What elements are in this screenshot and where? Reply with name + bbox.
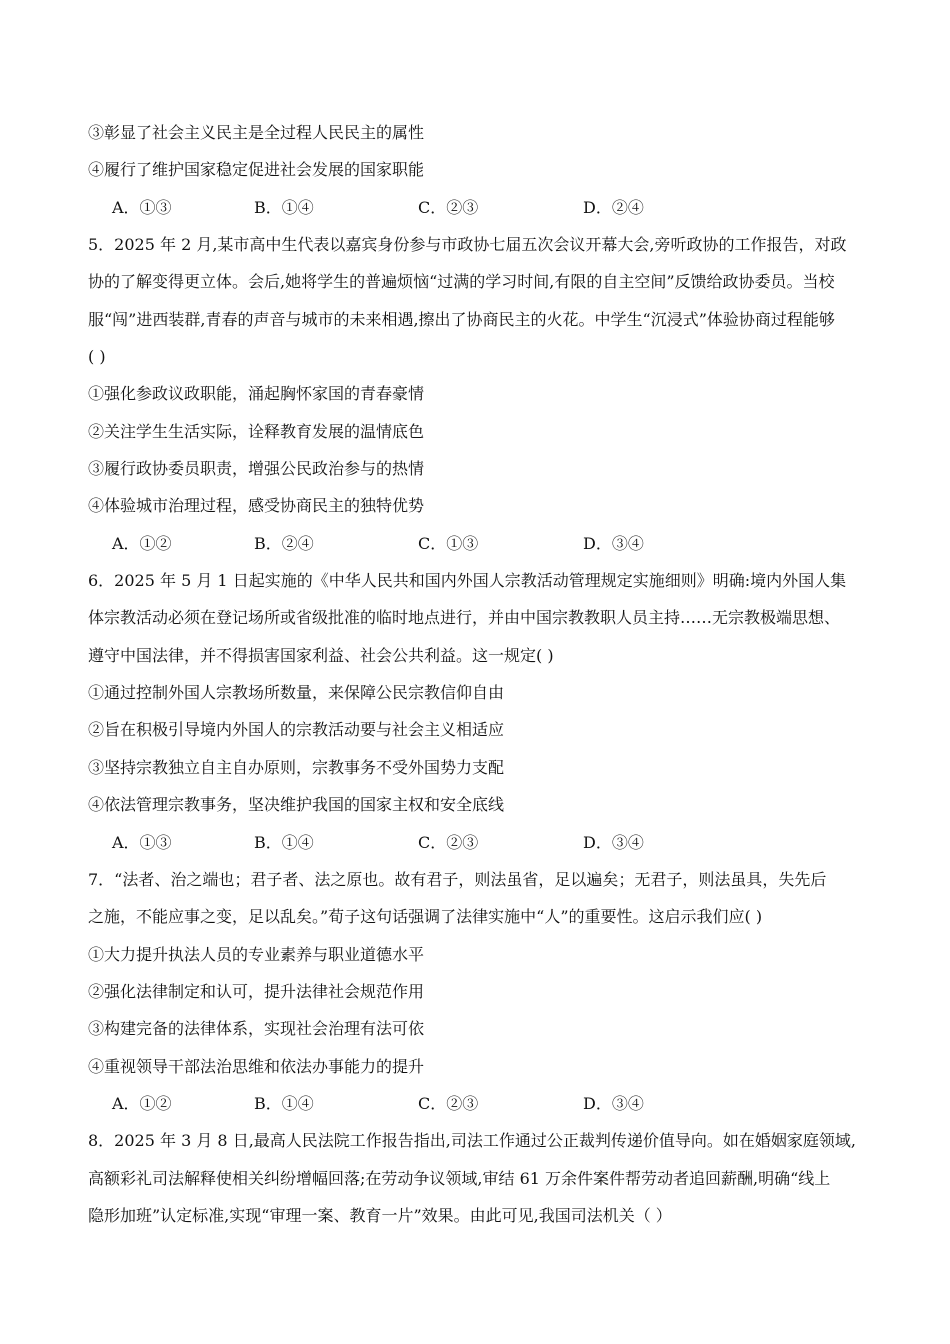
q5-stem-line-1: 5．2025 年 2 月,某市高中生代表以嘉宾身份参与市政协七届五次会议开幕大会,旁听政协的工作报告，对政	[88, 235, 847, 254]
q5-stem-line-4: ( )	[88, 347, 106, 366]
q5-stem-line-3: 服“闯”进西装群,青春的声音与城市的未来相遇,擦出了协商民主的火花。中学生“沉浸式”体验协商过程能够	[88, 310, 835, 329]
q4-choices	[112, 196, 812, 220]
q7-option-3: ③构建完备的法律体系，实现社会治理有法可依	[88, 1019, 425, 1038]
q5-stem-line-2: 协的了解变得更立体。会后,她将学生的普遍烦恼“过满的学习时间,有限的自主空间”反馈给政协委员。当校	[88, 272, 835, 291]
q4-choice-c: C．②③	[418, 198, 479, 217]
q8-stem-line-3: 隐形加班”认定标准,实现“审理一案、教育一片”效果。由此可见,我国司法机关（ ）	[88, 1206, 672, 1225]
q5-choice-d: D．③④	[583, 534, 644, 553]
q6-choice-c: C．②③	[418, 833, 479, 852]
q4-choice-d: D．②④	[583, 198, 644, 217]
q7-choice-b: B．①④	[254, 1094, 314, 1113]
q7-option-2: ②强化法律制定和认可，提升法律社会规范作用	[88, 982, 425, 1001]
q7-choices	[112, 1092, 812, 1116]
q6-option-1: ①通过控制外国人宗教场所数量，来保障公民宗教信仰自由	[88, 683, 505, 702]
q7-choice-a: A．①②	[112, 1094, 172, 1113]
q6-choice-b: B．①④	[254, 833, 314, 852]
q7-option-1: ①大力提升执法人员的专业素养与职业道德水平	[88, 945, 425, 964]
q6-choice-d: D．③④	[583, 833, 644, 852]
q6-option-2: ②旨在积极引导境内外国人的宗教活动要与社会主义相适应	[88, 720, 505, 739]
q4-choice-b: B．①④	[254, 198, 314, 217]
q6-option-3: ③坚持宗教独立自主自办原则，宗教事务不受外国势力支配	[88, 758, 505, 777]
q7-stem-line-2: 之施，不能应事之变，足以乱矣。”荀子这句话强调了法律实施中“人”的重要性。这启示我们应( )	[88, 907, 763, 926]
q6-stem-line-1: 6．2025 年 5 月 1 日起实施的《中华人民共和国内外国人宗教活动管理规定实施细则》明确:境内外国人集	[88, 571, 847, 590]
q6-choices	[112, 831, 812, 855]
q5-option-4: ④体验城市治理过程，感受协商民主的独特优势	[88, 496, 425, 515]
q7-option-4: ④重视领导干部法治思维和依法办事能力的提升	[88, 1057, 425, 1076]
q8-stem-line-2: 高额彩礼司法解释使相关纠纷增幅回落;在劳动争议领域,审结 61 万余件案件帮劳动者追回薪酬,明确“线上	[88, 1169, 831, 1188]
q4-option-4: ④履行了维护国家稳定促进社会发展的国家职能	[88, 160, 425, 179]
q5-choice-b: B．②④	[254, 534, 314, 553]
q5-choice-c: C．①③	[418, 534, 479, 553]
q6-choice-a: A．①③	[112, 833, 172, 852]
q6-option-4: ④依法管理宗教事务，坚决维护我国的国家主权和安全底线	[88, 795, 505, 814]
q5-choice-a: A．①②	[112, 534, 172, 553]
q4-choice-a: A．①③	[112, 198, 172, 217]
q4-option-3: ③彰显了社会主义民主是全过程人民民主的属性	[88, 123, 425, 142]
q6-stem-line-2: 体宗教活动必须在登记场所或省级批准的临时地点进行，并由中国宗教教职人员主持……无宗教极端思想、	[88, 608, 841, 627]
q6-stem-line-3: 遵守中国法律，并不得损害国家利益、社会公共利益。这一规定( )	[88, 646, 554, 665]
q5-option-2: ②关注学生生活实际，诠释教育发展的温情底色	[88, 422, 425, 441]
q8-stem-line-1: 8．2025 年 3 月 8 日,最高人民法院工作报告指出,司法工作通过公正裁判传递价值导向。如在婚姻家庭领域,	[88, 1131, 856, 1150]
q7-choice-d: D．③④	[583, 1094, 644, 1113]
q5-option-1: ①强化参政议政职能，涌起胸怀家国的青春豪情	[88, 384, 425, 403]
q7-choice-c: C．②③	[418, 1094, 479, 1113]
q7-stem-line-1: 7．“法者、治之端也；君子者、法之原也。故有君子，则法虽省，足以遍矣；无君子，则法虽具，失先后	[88, 870, 827, 889]
q5-choices	[112, 532, 812, 556]
q5-option-3: ③履行政协委员职责，增强公民政治参与的热情	[88, 459, 425, 478]
